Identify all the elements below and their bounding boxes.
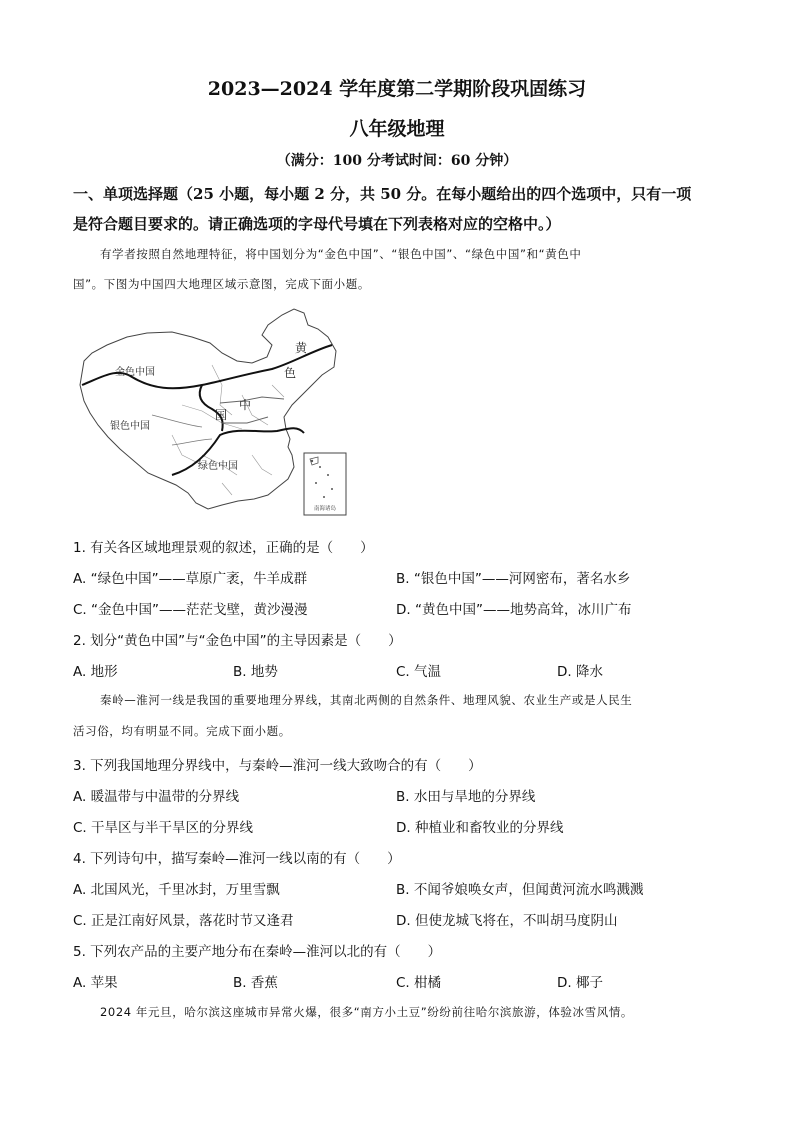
question-3-option-b: B. 水田与旱地的分界线 [396,789,536,805]
question-3-option-c: C. 干旱区与半干旱区的分界线 [73,820,254,836]
question-3-option-a: A. 暖温带与中温带的分界线 [73,789,240,805]
question-4-stem: 4. 下列诗句中，描写秦岭—淮河一线以南的有（ ） [73,851,401,867]
section-heading-line1: 一、单项选择题（25 小题，每小题 2 分，共 50 分。在每小题给出的四个选项中，只有一项 [73,185,692,203]
question-4-option-a: A. 北国风光，千里冰封，万里雪飘 [73,882,280,898]
question-2-option-c: C. 气温 [396,664,442,680]
label-gold-china: 金色中国 [115,367,155,378]
question-1-option-d: D. “黄色中国”——地势高耸，冰川广布 [396,602,632,618]
question-1-stem: 1. 有关各区域地理景观的叙述，正确的是（ ） [73,540,374,556]
china-outline [80,309,336,509]
question-5-option-a: A. 苹果 [73,975,118,991]
page-title: 2023—2024 学年度第二学期阶段巩固练习 [207,78,587,100]
label-green-china: 绿色中国 [198,461,238,472]
section-heading-line2: 是符合题目要求的。请正确选项的字母代号填在下列表格对应的空格中。） [73,215,561,233]
question-5-stem: 5. 下列农产品的主要产地分布在秦岭—淮河以北的有（ ） [73,944,442,960]
region-boundaries [82,345,332,475]
label-yellow-4: 国 [215,408,228,422]
passage3-line1: 2024 年元旦，哈尔滨这座城市异常火爆，很多“南方小土豆”纷纷前往哈尔滨旅游，体验冰雪风情。 [100,1005,634,1019]
label-silver-china: 银色中国 [110,421,150,432]
question-4-option-c: C. 正是江南好风景，落花时节又逢君 [73,913,294,929]
province-borders [172,365,284,495]
question-5-option-b: B. 香蕉 [233,975,278,991]
inset-label: 南海诸岛 [313,506,337,512]
page-subtitle: 八年级地理 [349,118,445,140]
question-4-option-d: D. 但使龙城飞将在，不叫胡马度阴山 [396,913,618,929]
passage2-line1: 秦岭—淮河一线是我国的重要地理分界线，其南北两侧的自然条件、地理风貌、农业生产或是人民生 [100,693,633,707]
label-yellow-3: 中 [239,398,252,412]
exam-info: （满分：100 分考试时间：60 分钟） [276,153,518,169]
question-2-stem: 2. 划分“黄色中国”与“金色中国”的主导因素是（ ） [73,633,402,649]
question-4-option-b: B. 不闻爷娘唤女声，但闻黄河流水鸣溅溅 [396,882,644,898]
question-2-option-b: B. 地势 [233,664,278,680]
question-1-option-b: B. “银色中国”——河网密布，著名水乡 [396,571,631,587]
passage1-line2: 国”。下图为中国四大地理区域示意图，完成下面小题。 [73,277,370,291]
question-2-option-d: D. 降水 [557,664,603,680]
label-yellow-1: 黄 [295,341,308,355]
china-regions-map [72,305,356,527]
question-2-option-a: A. 地形 [73,664,118,680]
question-1-option-a: A. “绿色中国”——草原广袤，牛羊成群 [73,571,308,587]
question-3-stem: 3. 下列我国地理分界线中，与秦岭—淮河一线大致吻合的有（ ） [73,758,482,774]
question-5-option-c: C. 柑橘 [396,975,442,991]
question-3-option-d: D. 种植业和畜牧业的分界线 [396,820,564,836]
label-yellow-2: 色 [284,366,297,380]
passage2-line2: 活习俗，均有明显不同。完成下面小题。 [73,724,291,738]
passage1-line1: 有学者按照自然地理特征，将中国划分为“金色中国”、“银色中国”、“绿色中国”和“黄色中 [100,247,582,261]
question-5-option-d: D. 椰子 [557,975,603,991]
question-1-option-c: C. “金色中国”——茫茫戈壁，黄沙漫漫 [73,602,308,618]
